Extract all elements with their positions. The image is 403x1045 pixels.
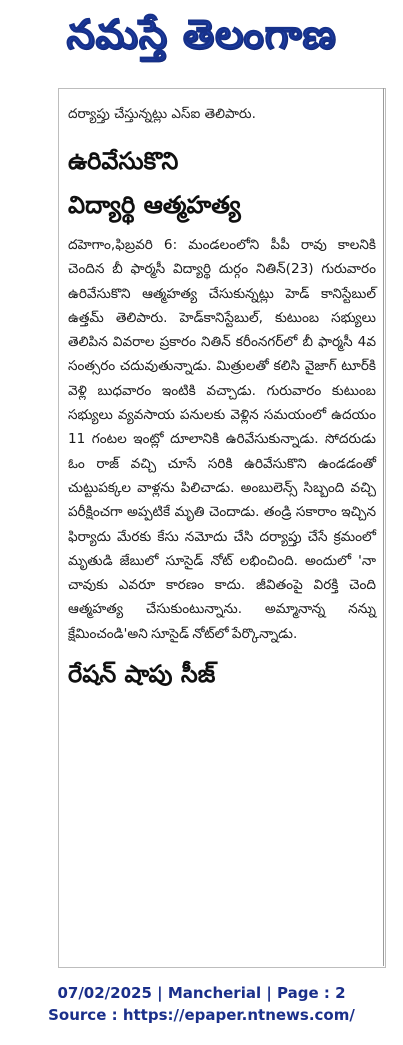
article-clipping (58, 88, 386, 968)
edition-meta: 07/02/2025 | Mancherial | Page : 2 (57, 984, 346, 1002)
headline-line-2: విద్యార్థి ఆత్మహత్య (68, 191, 241, 219)
next-article-subhead: రేషన్ షాపు సీజ్ (68, 660, 216, 689)
newspaper-title: నమస్తే తెలంగాణ (66, 12, 337, 58)
column-divider (383, 88, 384, 966)
headline-line-1: ఉరివేసుకొని (68, 147, 179, 175)
article-body: దహెగాం,ఫిబ్రవరి 6: మండలంలోని పీపీ రావు కాలనికి చెందిన బీ ఫార్మసీ విద్యార్థి దుర్గం నితిన్(23) గురువారం ఉరివేసుకొని ఆత్మహత్య చేసుకున్నట్లు హెడ్ కానిస్టేబుల్ ఉత్తమ్ తెలిపారు. హెడ్‌కానిస్టేబుల్, కుటుంబ సభ్యులు తెలిపిన వివరాల ప్రకారం నితిన్ కరీంనగర్‌లో బీ ఫార్మసీ 4వ సంత్సరం చదువుతున్నాడు. మిత్రులతో కలిసి వైజాగ్ టూర్‌కి వెళ్లి బుధవారం ఇంటికి వచ్చాడు. గురువారం కుటుంబ సభ్యులు వ్యవసాయ పనులకు వెళ్లిన సమయంలో ఉదయం 11 గంటల ఇంట్లో దూలానికి ఉరివేసుకున్నాడు. సోదరుడు ఓం రాజ్ వచ్చి చూసే సరికి ఉరివేసుకొని ఉండడంతో చుట్టుపక్కల వాళ్లను పిలిచాడు. అంబులెన్స్ సిబ్బంది వచ్చి పరీక్షించగా అప్పటికే మృతి చెందాడు. తండ్రి సకారాం ఇచ్చిన ఫిర్యాదు మేరకు కేసు నమోదు చేసి దర్యాప్తు చేసే క్రమంలో మృతుడి జేబులో సూసైడ్ నోట్ లభించింది. అందులో 'నా చావుకు ఎవరూ కారణం కాదు. జీవితంపై విరక్తి చెంది ఆత్మహత్య చేసుకుంటున్నాను. అమ్మానాన్న నన్ను క్షేమించండి'అని సూసైడ్ నోట్‌లో పేర్కొన్నాడు. (68, 237, 376, 642)
article-content (68, 95, 376, 692)
previous-article-fragment: దర్యాప్తు చేస్తున్నట్లు ఎస్ఐ తెలిపారు. (68, 106, 256, 122)
masthead (0, 0, 403, 80)
source-link[interactable]: Source : https://epaper.ntnews.com/ (48, 1006, 355, 1024)
